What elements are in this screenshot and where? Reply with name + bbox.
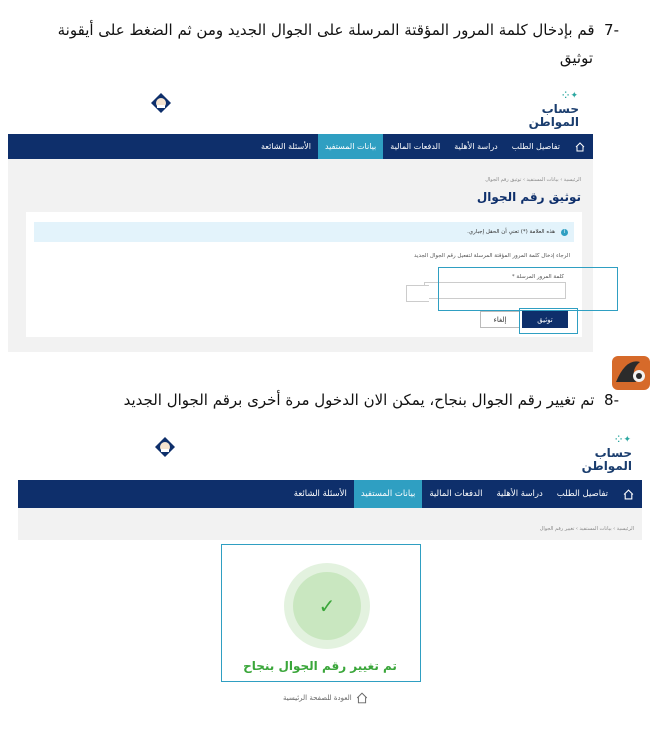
step-7-line1-text: قم بإدخال كلمة المرور المؤقتة المرسلة على الجوال الجديد ومن ثم الضغط على أيقونة (57, 21, 595, 39)
back-home-link[interactable] (283, 692, 368, 704)
citizen-account-logo (529, 90, 579, 129)
nav-item-request-details[interactable]: تفاصيل الطلب (511, 142, 560, 151)
step-8-text (39, 386, 619, 414)
home-icon-2[interactable] (615, 480, 642, 508)
step-7-line1 (39, 16, 619, 44)
screenshot-success (18, 428, 642, 724)
step-7-line2: توثيق (559, 49, 593, 67)
nav-item-beneficiary-data-2[interactable]: بيانات المستفيد (354, 480, 423, 508)
step-7-text (39, 16, 619, 72)
page-title: توثيق رقم الجوال (476, 190, 581, 204)
main-navbar-2 (18, 480, 642, 508)
screenshot-verify (8, 82, 593, 352)
logo-dots-icon: ✦⁘ (561, 91, 579, 101)
cancel-button[interactable]: إلغاء (480, 311, 520, 328)
field-label: كلمة المرور المرسلة * (511, 274, 564, 280)
nav-item-beneficiary-data[interactable]: بيانات المستفيد (318, 134, 383, 159)
button-highlight-box (519, 308, 578, 334)
nav-item-payments-2[interactable]: الدفعات المالية (429, 489, 483, 499)
nav-item-faq[interactable]: الأسئلة الشائعة (260, 142, 311, 151)
logo-line2-2: المواطن (581, 459, 632, 473)
site-header (8, 82, 593, 134)
field-highlight-box (438, 267, 618, 311)
site-header-2 (18, 428, 642, 480)
password-field-ghost (406, 285, 429, 302)
required-info-text: هذه العلامة (*) تعني أن الحقل إجباري. (467, 229, 555, 235)
home-icon[interactable] (567, 134, 593, 159)
main-navbar (8, 134, 593, 159)
back-home-label: العودة للصفحة الرئيسية (283, 694, 352, 702)
breadcrumb: الرئيسية › بيانات المستفيد › توثيق رقم الجوال (485, 177, 581, 183)
emblem-icon-2 (154, 436, 176, 458)
nav-item-payments[interactable]: الدفعات المالية (390, 142, 441, 151)
nav-item-eligibility[interactable]: دراسة الأهلية (454, 142, 498, 151)
nav-item-eligibility-2[interactable]: دراسة الأهلية (496, 489, 543, 499)
success-message: تم تغيير رقم الجوال بنجاح (243, 659, 397, 673)
logo-line1-2: حساب (594, 446, 632, 460)
info-icon: i (561, 229, 568, 236)
citizen-account-logo-2 (582, 434, 632, 473)
logo-dots-icon-2: ✦⁘ (614, 435, 632, 445)
logo-line1: حساب (541, 102, 579, 116)
nav-item-request-details-2[interactable]: تفاصيل الطلب (556, 489, 608, 499)
logo-line2: المواطن (528, 115, 579, 129)
instruction-text: الرجاء إدخال كلمة المرور المؤقتة المرسلة لتفعيل رقم الجوال الجديد (414, 253, 570, 259)
required-info-bar (34, 222, 574, 242)
step-7-number: -7 (604, 21, 619, 39)
nav-item-faq-2[interactable]: الأسئلة الشائعة (293, 489, 347, 499)
success-check-icon: ✓ (284, 563, 370, 649)
verify-button[interactable]: توثيق (522, 311, 568, 328)
breadcrumb-2: الرئيسية › بيانات المستفيد › تغيير رقم الجوال (539, 526, 634, 532)
step-8-number: -8 (604, 391, 619, 409)
emblem-icon (150, 92, 172, 114)
step-8-line1-text: تم تغيير رقم الجوال بنجاح، يمكن الان الدخول مرة أخرى برقم الجوال الجديد (123, 391, 595, 409)
home-link-icon (356, 692, 368, 704)
